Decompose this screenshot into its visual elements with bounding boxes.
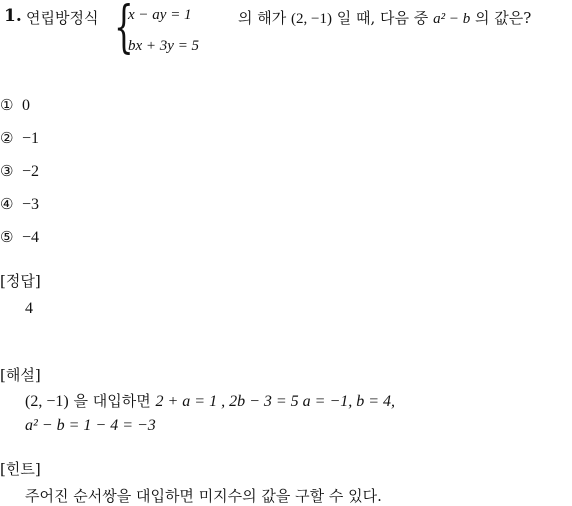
- choice-4-mark: ④: [0, 195, 14, 213]
- hint-text: 주어진 순서쌍을 대입하면 미지수의 값을 구할 수 있다.: [25, 487, 382, 505]
- explanation-math-2: a² − b = 1 − 4 = −3: [25, 417, 156, 434]
- choice-4[interactable]: [0, 195, 39, 214]
- explanation-text: 을 대입하면: [73, 392, 151, 410]
- explanation-line-2: [25, 416, 156, 435]
- question-tail-middle: 일 때, 다음 중: [336, 9, 429, 27]
- question-tail-before: 의 해가: [238, 9, 287, 27]
- explanation-point: (2, −1): [25, 393, 69, 410]
- choice-4-value: −3: [22, 196, 40, 213]
- choice-5-value: −4: [22, 229, 40, 246]
- choice-3-mark: ③: [0, 162, 14, 180]
- choice-1[interactable]: [0, 96, 30, 115]
- question-point: (2, −1): [291, 11, 332, 27]
- explanation-label: [해설]: [0, 366, 41, 384]
- choice-2[interactable]: [0, 129, 39, 148]
- question-lead-text: 연립방정식: [26, 9, 99, 27]
- choice-1-mark: ①: [0, 96, 14, 114]
- question-tail: [238, 7, 531, 28]
- answer-value: [25, 299, 33, 318]
- choice-2-value: −1: [22, 130, 40, 147]
- answer-value-text: 4: [25, 300, 33, 317]
- choice-3-value: −2: [22, 163, 40, 180]
- choice-3[interactable]: [0, 162, 39, 181]
- system-equation-2: bx + 3y = 5: [128, 38, 200, 54]
- choice-5[interactable]: [0, 228, 39, 247]
- hint-label: [힌트]: [0, 460, 41, 478]
- system-brace: {: [114, 0, 134, 60]
- choice-2-mark: ②: [0, 129, 14, 147]
- explanation-line-1: [25, 390, 395, 411]
- question-number: 1.: [4, 6, 22, 26]
- explanation-math-1: 2 + a = 1 , 2b − 3 = 5 a = −1, b = 4,: [155, 393, 396, 410]
- choice-1-value: 0: [22, 97, 30, 114]
- question-tail-after: 의 값은?: [474, 9, 532, 27]
- choice-5-mark: ⑤: [0, 228, 14, 246]
- answer-label: [정답]: [0, 272, 41, 290]
- question-expression: a² − b: [433, 11, 471, 27]
- system-equation-1: x − ay = 1: [128, 7, 192, 23]
